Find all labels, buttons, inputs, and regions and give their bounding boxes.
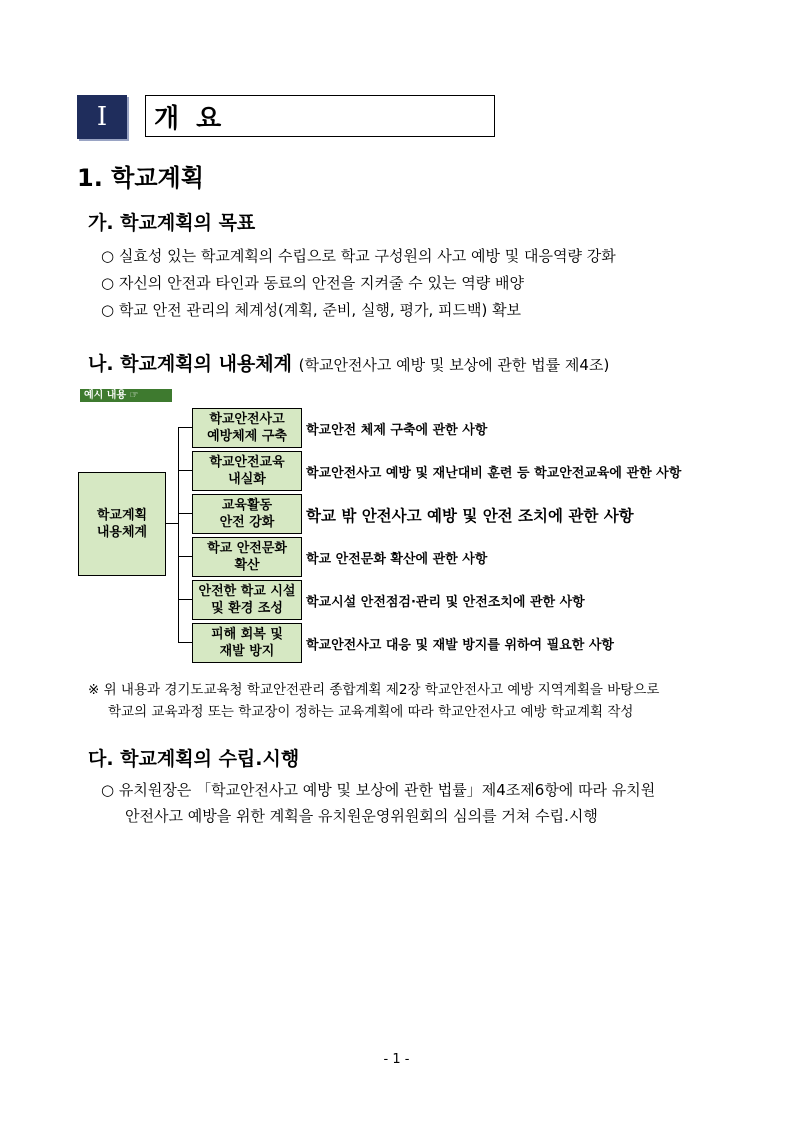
connector-branch — [178, 642, 192, 643]
diagram-item-box — [192, 623, 302, 663]
connector-branch — [178, 556, 192, 557]
subsection-b-law-note: (학교안전사고 예방 및 보상에 관한 법률 제4조) — [298, 356, 610, 374]
item-line: 안전한 학교 시설 — [198, 584, 296, 599]
implementation-line: ○ 유치원장은 「학교안전사고 예방 및 보상에 관한 법률」제4조제6항에 따라 유치원 — [101, 781, 656, 799]
diagram-item-desc: 학교 안전문화 확산에 관한 사항 — [306, 552, 488, 567]
footnote-line: 학교의 교육과정 또는 학교장이 정하는 교육계획에 따라 학교안전사고 예방 학교계획 작성 — [108, 704, 634, 720]
diagram-item-box — [192, 408, 302, 448]
connector-branch — [178, 599, 192, 600]
item-line: 학교 안전문화 — [207, 541, 287, 556]
chapter-title: 개 요 — [145, 95, 495, 137]
item-line: 피해 회복 및 — [211, 627, 283, 642]
item-line: 학교안전사고 — [209, 412, 285, 427]
goal-item: ○ 학교 안전 관리의 체계성(계획, 준비, 실행, 평가, 피드백) 확보 — [101, 301, 522, 319]
goal-item: ○ 실효성 있는 학교계획의 수립으로 학교 구성원의 사고 예방 및 대응역량 강화 — [101, 247, 616, 265]
item-line: 학교안전교육 — [209, 455, 285, 470]
diagram-item-desc: 학교안전 체제 구축에 관한 사항 — [306, 423, 488, 438]
connector-branch — [178, 427, 192, 428]
item-line: 확산 — [234, 558, 260, 573]
example-tag: 예시 내용 ☞ — [80, 389, 172, 402]
item-line: 예방체제 구축 — [207, 429, 287, 444]
goal-item: ○ 자신의 안전과 타인과 동료의 안전을 지켜줄 수 있는 역량 배양 — [101, 274, 525, 292]
chapter-number: Ⅰ — [77, 95, 127, 139]
section-title: 1. 학교계획 — [77, 164, 204, 192]
connector-branch — [178, 470, 192, 471]
diagram-item-box — [192, 580, 302, 620]
item-line: 안전 강화 — [219, 515, 275, 530]
diagram-item-desc: 학교 밖 안전사고 예방 및 안전 조치에 관한 사항 — [306, 507, 634, 525]
diagram-item-desc: 학교안전사고 대응 및 재발 방지를 위하여 필요한 사항 — [306, 638, 614, 653]
subsection-b-title-text: 나. 학교계획의 내용체계 — [88, 353, 292, 375]
diagram-item-box — [192, 451, 302, 491]
subsection-b-title — [88, 349, 609, 376]
connector-branch — [178, 513, 192, 514]
diagram-root-box — [78, 472, 166, 576]
diagram-item-box — [192, 537, 302, 577]
item-line: 재발 방지 — [219, 644, 275, 659]
footnote-line: ※ 위 내용과 경기도교육청 학교안전관리 종합계획 제2장 학교안전사고 예방 지역계획을 바탕으로 — [88, 682, 660, 698]
diagram-item-desc: 학교안전사고 예방 및 재난대비 훈련 등 학교안전교육에 관한 사항 — [306, 466, 682, 481]
root-line: 내용체계 — [96, 525, 148, 540]
implementation-line: 안전사고 예방을 위한 계획을 유치원운영위원회의 심의를 거쳐 수립.시행 — [125, 807, 598, 825]
item-line: 내실화 — [228, 472, 266, 487]
connector-vertical — [178, 427, 179, 643]
subsection-c-title: 다. 학교계획의 수립.시행 — [88, 748, 300, 770]
item-line: 및 환경 조성 — [211, 601, 283, 616]
item-line: 교육활동 — [221, 498, 273, 513]
page-number: - 1 - — [383, 1052, 410, 1067]
subsection-a-title: 가. 학교계획의 목표 — [88, 212, 256, 234]
connector-root — [166, 523, 178, 524]
root-line: 학교계획 — [96, 508, 148, 523]
diagram-item-desc: 학교시설 안전점검·관리 및 안전조치에 관한 사항 — [306, 595, 585, 610]
diagram-item-box — [192, 494, 302, 534]
